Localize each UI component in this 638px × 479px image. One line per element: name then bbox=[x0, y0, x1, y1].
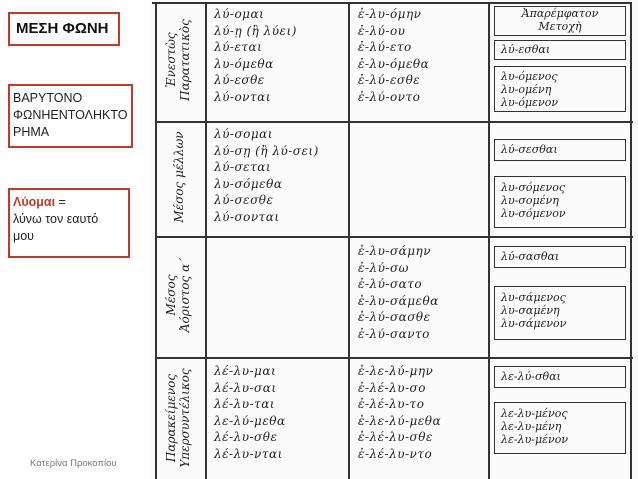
definition-equals: = bbox=[55, 195, 66, 209]
row-label-aorist: Μέσος Ἀόριστος α΄ bbox=[164, 257, 192, 333]
definition-line: μου bbox=[13, 229, 34, 243]
pluperfect-forms: ἐ-λε-λύ-μην ἐ-λέ-λυ-σο ἐ-λέ-λυ-το ἐ-λε-λύ-μεθα ἐ-λέ-λυ-σθε ἐ-λέ-λυ-ντο bbox=[358, 364, 442, 461]
author-credit: Κατερίνα Προκοπίου bbox=[30, 458, 117, 469]
verb-type-line: ΒΑΡΥΤΟΝΟ bbox=[13, 91, 83, 105]
participle-header: Ἀπαρέμφατον Μετοχὴ bbox=[494, 6, 626, 36]
col-divider bbox=[348, 2, 350, 479]
definition-word: Λύομαι bbox=[13, 195, 56, 209]
imperfect-forms: ἐ-λυ-όμην ἐ-λύ-ου ἐ-λύ-ετο ἐ-λυ-όμεθα ἐ-λύ-εσθε ἐ-λύ-οντο bbox=[358, 7, 430, 104]
aorist-forms: ἐ-λυ-σάμην ἐ-λύ-σω ἐ-λύ-σατο ἐ-λυ-σάμεθα ἐ-λύ-σασθε ἐ-λύ-σαντο bbox=[358, 244, 439, 341]
page-title bbox=[8, 12, 120, 46]
row-divider bbox=[155, 357, 633, 359]
row-divider bbox=[155, 236, 633, 238]
perfect-forms: λέ-λυ-μαι λέ-λυ-σαι λέ-λυ-ται λε-λύ-μεθα λέ-λυ-σθε λέ-λυ-νται bbox=[214, 364, 286, 461]
table-border-left bbox=[155, 2, 157, 479]
col-divider bbox=[205, 2, 207, 479]
present-forms: λύ-ομαι λύ-ῃ (ἢ λύει) λύ-εται λυ-όμεθα λύ-εσθε λύ-ονται bbox=[214, 7, 297, 104]
col-divider bbox=[488, 2, 490, 479]
future-forms: λύ-σομαι λύ-σῃ (ἢ λύ-σει) λύ-σεται λυ-σόμεθα λύ-σεσθε λύ-σονται bbox=[214, 127, 319, 224]
table-border-top bbox=[152, 2, 632, 4]
page-title-text: ΜΕΣΗ ΦΩΝΗ bbox=[16, 20, 109, 37]
row-divider bbox=[155, 121, 633, 123]
infinitive-aorist: λύ-σασθαι bbox=[494, 246, 626, 268]
conjugation-table bbox=[150, 0, 638, 479]
infinitive-future: λύ-σεσθαι bbox=[494, 139, 626, 161]
participle-perfect: λε-λυ-μένος λε-λυ-μένη λε-λυ-μένον bbox=[494, 402, 626, 454]
participle-present: λυ-όμενος λυ-ομένη λυ-όμενον bbox=[494, 66, 626, 112]
infinitive-present: λύ-εσθαι bbox=[494, 40, 626, 60]
infinitive-perfect: λε-λύ-σθαι bbox=[494, 366, 626, 388]
table-border-right bbox=[630, 2, 632, 479]
row-label-present: Ἐνεστὼς Παρατατικὸς bbox=[164, 19, 192, 101]
row-label-perfect: Παρακείμενος Υπερσυντέλικος bbox=[164, 368, 192, 468]
participle-future: λυ-σόμενος λυ-σομένη λυ-σόμενον bbox=[494, 176, 626, 228]
verb-type-line: ΡΗΜΑ bbox=[13, 125, 50, 139]
verb-type-box bbox=[8, 84, 133, 148]
participle-aorist: λυ-σάμενος λυ-σαμένη λυ-σάμενον bbox=[494, 286, 626, 340]
definition-line: λύνω τον εαυτό bbox=[13, 212, 99, 226]
verb-type-line: ΦΩΝΗΕΝΤΟΛΗΚΤΟ bbox=[13, 108, 128, 122]
definition-box bbox=[8, 188, 130, 258]
row-label-future: Μέσος μέλλων bbox=[172, 131, 186, 223]
